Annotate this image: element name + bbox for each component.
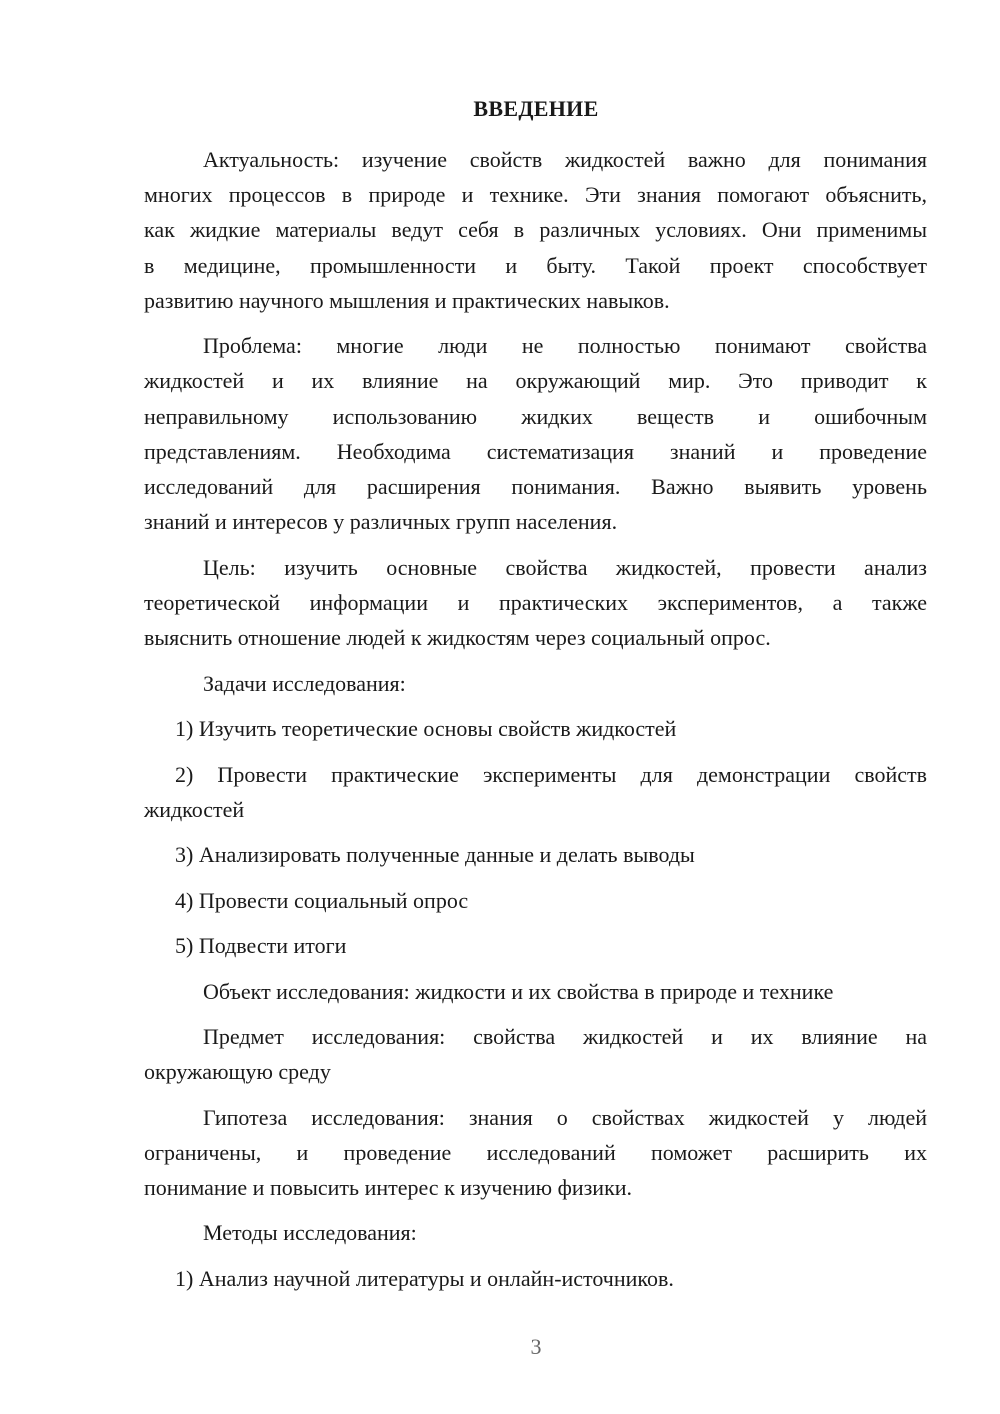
relevance-line: в медицине, промышленности и быту. Такой проект способствует	[144, 253, 927, 278]
relevance-line: развитию научного мышления и практических навыков.	[144, 288, 670, 313]
method-item: 1) Анализ научной литературы и онлайн-источников.	[175, 1266, 674, 1291]
task-item: 5) Подвести итоги	[175, 933, 347, 958]
object-line: Объект исследования: жидкости и их свойства в природе и технике	[203, 979, 834, 1004]
problem-line: жидкостей и их влияние на окружающий мир. Это приводит к	[144, 368, 927, 393]
problem-line: Проблема: многие люди не полностью понимают свойства	[203, 333, 927, 358]
problem-line: представлениям. Необходима систематизация знаний и проведение	[144, 439, 927, 464]
task-item: 1) Изучить теоретические основы свойств жидкостей	[175, 716, 677, 741]
problem-line: знаний и интересов у различных групп населения.	[144, 509, 618, 534]
methods-heading: Методы исследования:	[203, 1220, 417, 1245]
relevance-line: Актуальность: изучение свойств жидкостей важно для понимания	[203, 147, 927, 172]
task-item: 4) Провести социальный опрос	[175, 888, 469, 913]
task-item: 3) Анализировать полученные данные и делать выводы	[175, 842, 695, 867]
hypothesis-line: ограничены, и проведение исследований поможет расширить их	[144, 1140, 927, 1165]
relevance-line: многих процессов в природе и технике. Эти знания помогают объяснить,	[144, 182, 927, 207]
task-item-continued: жидкостей	[144, 797, 245, 822]
subject-line: окружающую среду	[144, 1059, 331, 1084]
relevance-line: как жидкие материалы ведут себя в различных условиях. Они применимы	[144, 217, 927, 242]
hypothesis-line: Гипотеза исследования: знания о свойствах жидкостей у людей	[203, 1105, 927, 1130]
page-number: 3	[530, 1334, 542, 1359]
hypothesis-line: понимание и повысить интерес к изучению физики.	[144, 1175, 633, 1200]
problem-line: неправильному использованию жидких веществ и ошибочным	[144, 404, 927, 429]
page-title: ВВЕДЕНИЕ	[473, 96, 599, 121]
goal-line: теоретической информации и практических экспериментов, а также	[144, 590, 927, 615]
task-item: 2) Провести практические эксперименты для демонстрации свойств	[175, 762, 927, 787]
subject-line: Предмет исследования: свойства жидкостей и их влияние на	[203, 1024, 927, 1049]
problem-line: исследований для расширения понимания. Важно выявить уровень	[144, 474, 927, 499]
tasks-heading: Задачи исследования:	[203, 671, 406, 696]
goal-line: выяснить отношение людей к жидкостям через социальный опрос.	[144, 625, 771, 650]
goal-line: Цель: изучить основные свойства жидкостей, провести анализ	[203, 555, 927, 580]
